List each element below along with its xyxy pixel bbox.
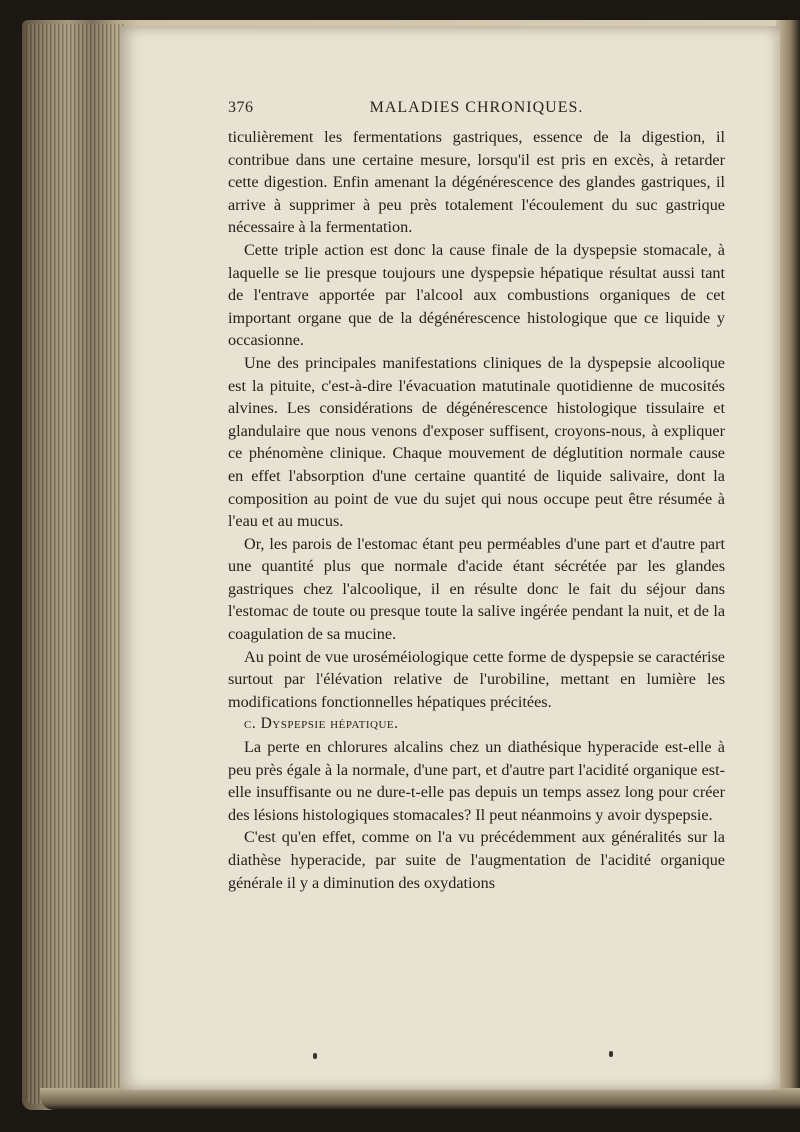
paragraph: ticulièrement les fermentations gastriques, essence de la digestion, il contribue dans une certaine mesure, lorsqu'il est pris en excès, à retarder cette digestion. Enfin amenant la dégénérescence des glandes gastriques, il arrive à supprimer à peu près totalement l'écoulement du suc gastrique nécessaire à la fermentation. bbox=[228, 128, 725, 237]
ink-speck bbox=[609, 1051, 613, 1057]
section-subheading: c. Dyspepsie hépatique. bbox=[244, 715, 399, 733]
paragraph: C'est qu'en effet, comme on l'a vu précédemment aux généralités sur la diathèse hyperacide, par suite de l'augmentation de l'acidité organique générale il y a diminution des oxydations bbox=[228, 828, 725, 892]
bottom-page-edge bbox=[40, 1088, 800, 1110]
page-edges bbox=[26, 24, 126, 1104]
paragraph: Une des principales manifestations cliniques de la dyspepsie alcoolique est la pituite, c'est-à-dire l'évacuation matutinale quotidienne de mucosités alvines. Les considérations de dégénérescence histologique tissulaire et glandulaire que nous venons d'exposer suffisent, croyons-nous, à expliquer ce phénomène clinique. Chaque mouvement de déglutition normale cause en effet l'absorption d'une certaine quantité de liquide salivaire, dont la composition au point de vue du sujet qui nous occupe peut être résumée à l'eau et au mucus. bbox=[228, 353, 725, 531]
paragraph: La perte en chlorures alcalins chez un diathésique hyperacide est-elle à peu près égale à la normale, d'une part, et d'autre part l'acidité organique est-elle insuffisante ou ne dure-t-elle pas depuis un temps assez long pour créer des lésions histologiques stomacales? Il peut néanmoins y avoir dyspepsie. bbox=[228, 738, 725, 824]
ink-speck bbox=[313, 1053, 317, 1059]
running-title: MALADIES CHRONIQUES. bbox=[369, 99, 584, 116]
paragraph: Au point de vue uroséméiologique cette forme de dyspepsie se caractérise surtout par l'élévation relative de l'urobiline, mettant en lumière les modifications fonctionnelles hépatiques précitées. bbox=[228, 647, 725, 711]
paragraph: Or, les parois de l'estomac étant peu perméables d'une part et d'autre part une quantité plus que normale d'acide étant sécrétée par les glandes gastriques chez l'alcoolique, il en résulte donc le fait du séjour dans l'estomac de toute ou presque toute la salive ingérée pendant la nuit, et de la coagulation de sa mucine. bbox=[228, 534, 725, 644]
paragraph: Cette triple action est donc la cause finale de la dyspepsie stomacale, à laquelle se lie presque toujours une dyspepsie hépatique résultat aussi tant de l'entrave apportée par l'alcool aux combustions organiques de cet important organe que de la dégénérescence histologique que ce liquide y occasionne. bbox=[228, 240, 725, 350]
page-number: 376 bbox=[228, 99, 254, 116]
page-header bbox=[228, 99, 725, 123]
body-text bbox=[228, 126, 725, 894]
